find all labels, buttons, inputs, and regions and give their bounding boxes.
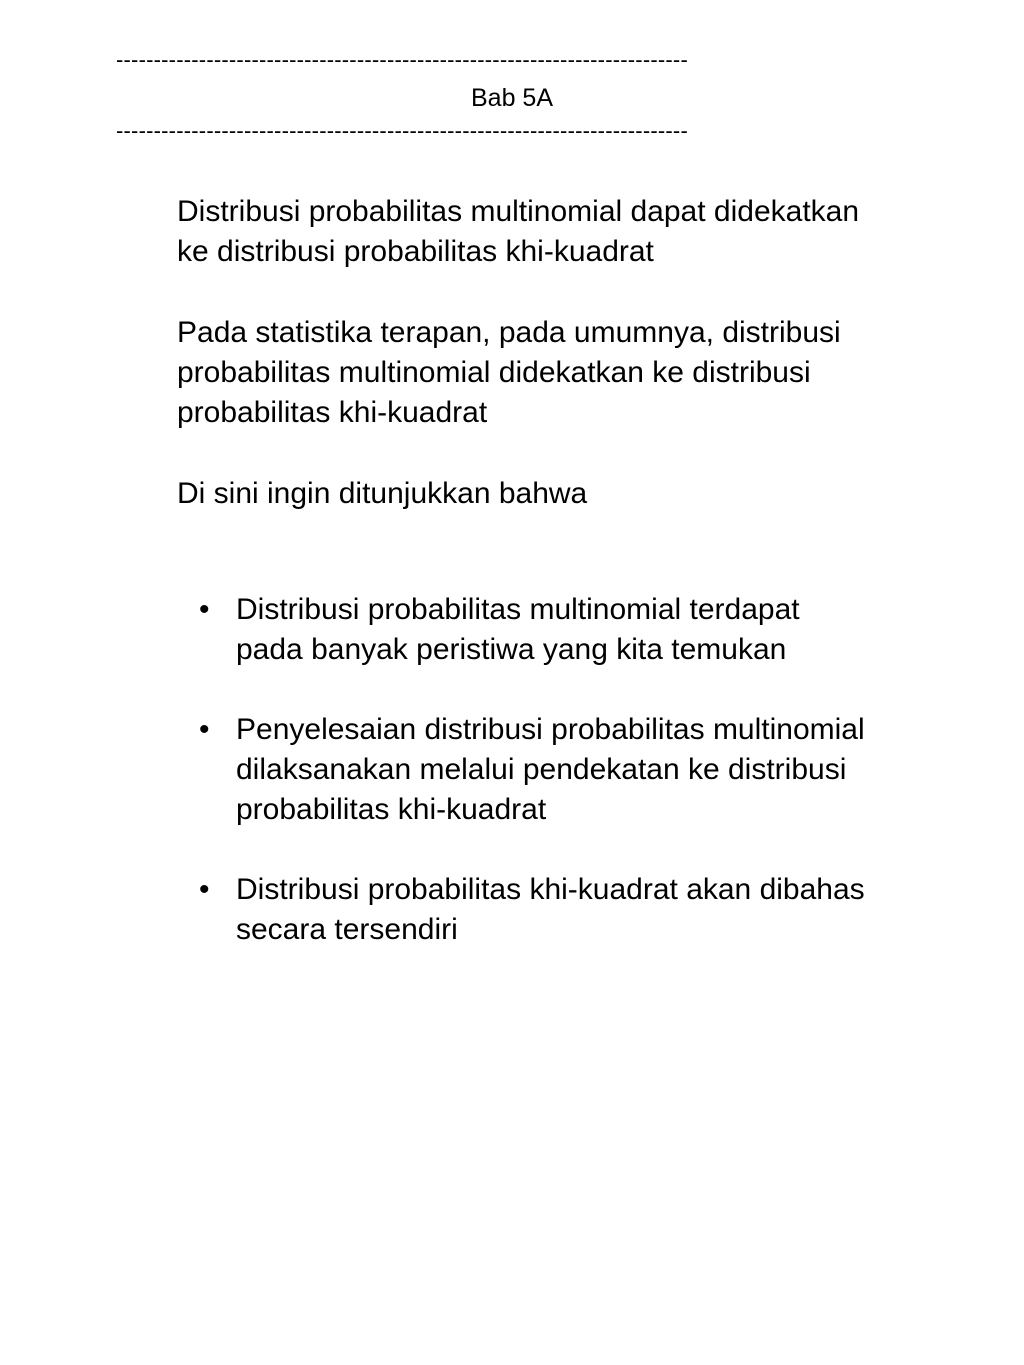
- paragraph-lead-in: [177, 474, 967, 514]
- text-line: pada banyak peristiwa yang kita temukan: [236, 633, 787, 666]
- text-line: Pada statistika terapan, pada umumnya, distribusi: [177, 316, 841, 349]
- text-line: probabilitas khi-kuadrat: [177, 396, 488, 429]
- text-line: Penyelesaian distribusi probabilitas multinomial: [236, 713, 865, 746]
- paragraph-applied-statistics: [177, 313, 967, 433]
- bullet-item: [177, 710, 967, 830]
- text-line: Distribusi probabilitas khi-kuadrat akan dibahas: [236, 873, 865, 906]
- bullet-marker: •: [199, 593, 210, 626]
- document-body: [177, 192, 967, 990]
- bullet-marker: •: [199, 713, 210, 746]
- text-line: secara tersendiri: [236, 913, 458, 946]
- text-line: Distribusi probabilitas multinomial dapat didekatkan: [177, 195, 860, 228]
- text-line: ke distribusi probabilitas khi-kuadrat: [177, 235, 654, 268]
- text-line: probabilitas khi-kuadrat: [236, 793, 547, 826]
- bullet-marker: •: [199, 873, 210, 906]
- bullet-item: [177, 870, 967, 950]
- text-line: probabilitas multinomial didekatkan ke distribusi: [177, 356, 811, 389]
- paragraph-text: [177, 474, 967, 514]
- bullet-list: [177, 590, 967, 950]
- text-line: Distribusi probabilitas multinomial terdapat: [236, 593, 800, 626]
- text-line: dilaksanakan melalui pendekatan ke distribusi: [236, 753, 847, 786]
- page-title: Bab 5A: [470, 84, 553, 112]
- header-rule-top: ----------------------------------------------------------------------------: [116, 47, 688, 72]
- paragraph-text: [177, 192, 967, 272]
- paragraph-intro: [177, 192, 967, 272]
- header-rule-bottom: ----------------------------------------------------------------------------: [116, 118, 688, 143]
- paragraph-text: [177, 313, 967, 433]
- text-line: Di sini ingin ditunjukkan bahwa: [177, 477, 588, 510]
- bullet-item: [177, 590, 967, 670]
